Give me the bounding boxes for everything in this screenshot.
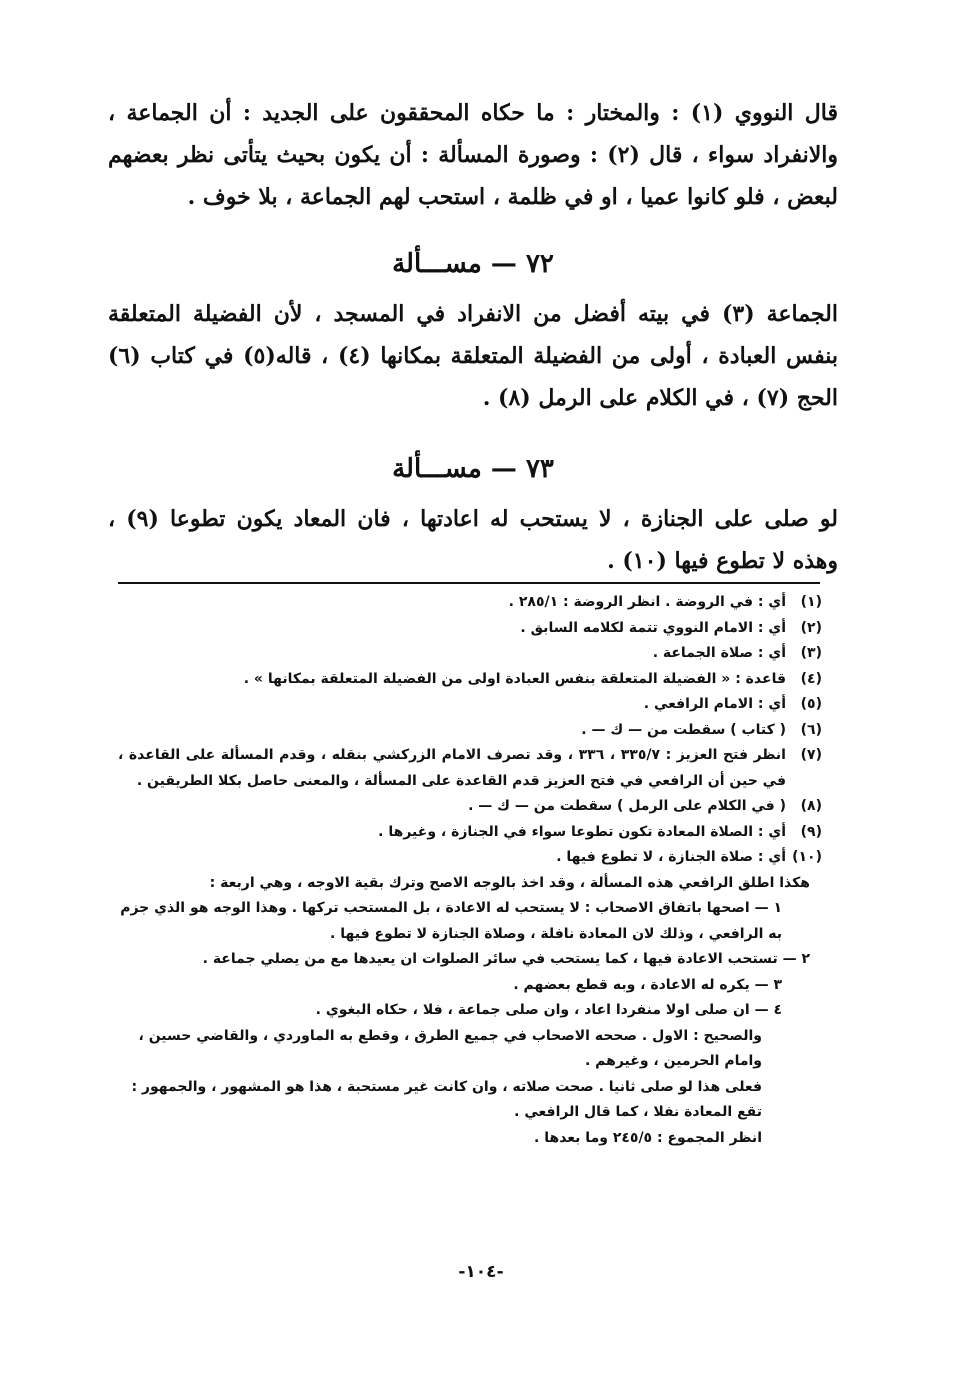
footnote-list-item: ٢ — تستحب الاعادة فيها ، كما يستحب في سائر الصلوات ان يعيدها مع من يصلي جماعة . [202,951,810,967]
paragraph-text: قال النووي (١) : والمختار : ما حكاه المحققون على الجديد : أن الجماعة ، والانفراد سواء ، قال (٢) : وصورة المسألة : أن يكون بحيث يتأتى نظر بعضهم لبعض ، فلو كانوا عميا ، او في ظلمة ، استحب لهم الجماعة ، بلا خوف . [108,100,838,210]
footnote-continuation: هكذا اطلق الرافعي هذه المسألة ، وقد اخذ بالوجه الاصح وترك بقية الاوجه ، وهي اربعة : [209,874,810,891]
footnote-number: (١) [800,594,822,610]
footnote-text: أي : الصلاة المعادة تكون تطوعا سواء في الجنازة ، وغيرها . [378,823,786,840]
paragraph-3 [108,498,838,582]
paragraph-2 [108,293,838,419]
footnote-list-item: ٣ — يكره له الاعادة ، وبه قطع بعضهم . [513,976,782,993]
footnote-continuation: والصحيح : الاول . صححه الاصحاب في جميع الطرق ، وقطع به الماوردي ، والقاضي حسين ، وامام الحرمين ، وغيرهم . [138,1027,762,1069]
footnote [118,718,822,744]
footnote-text: قاعدة : « الفضيلة المتعلقة بنفس العبادة اولى من الفضيلة المتعلقة بمكانها » . [243,670,786,687]
footnote-list-item: ٤ — ان صلى اولا منفردا اعاد ، وان صلى جماعة ، فلا ، حكاه البغوي . [315,1002,782,1018]
footnote [118,743,822,794]
footnote-text: انظر فتح العزيز : ٣٣٥/٧ ، ٣٣٦ ، وقد تصرف الامام الزركشي بنقله ، وقدم المسألة على القاعدة ، في حين أن الرافعي في فتح العزيز قدم القاعدة على المسألة ، والمعنى حاصل بكلا الطريقين . [118,747,786,789]
footnote-number: (٧) [800,747,822,763]
paragraph-text: الجماعة (٣) في بيته أفضل من الانفراد في المسجد ، لأن الفضيلة المتعلقة بنفس العبادة ، أولى من الفضيلة المتعلقة بمكانها (٤) ، قاله(٥) في كتاب (٦) الحج (٧) ، في الكلام على الرمل (٨) . [108,301,838,411]
footnote-number: (٦) [800,721,822,738]
footnote [118,692,822,718]
footnote [118,616,822,642]
footnote-number: (١٠) [792,849,822,865]
section-heading-72: ٧٢ — مســـألة [392,249,554,279]
footnote-continuation: فعلى هذا لو صلى ثانيا . صحت صلاته ، وان كانت غير مستحبة ، هذا هو المشهور ، والجمهور : تقع المعادة نفلا ، كما قال الرافعي . [131,1078,762,1120]
footnote-text: أي : الامام الرافعي . [643,696,786,712]
footnote [118,794,822,820]
footnote-divider [118,582,820,584]
footnotes [118,590,822,1151]
footnote [118,845,822,871]
page-number: -١٠٤- [458,1262,504,1282]
footnote-text: أي : في الروضة . انظر الروضة : ٢٨٥/١ . [508,594,786,610]
footnote [118,590,822,616]
footnote-number: (٨) [800,798,822,814]
footnote-text: أي : صلاة الجنازة ، لا تطوع فيها . [556,849,786,865]
footnote [118,667,822,693]
footnote-text: ( في الكلام على الرمل ) سقطت من — ك — . [468,798,786,814]
section-heading-73: ٧٣ — مســـألة [392,454,554,484]
footnote-number: (٢) [800,619,822,636]
footnote-number: (٥) [800,696,822,712]
paragraph-text: لو صلى على الجنازة ، لا يستحب له اعادتها ، فان المعاد يكون تطوعا (٩) ، وهذه لا تطوع فيها (١٠) . [108,506,839,574]
footnote-number: (٣) [800,645,822,661]
footnote-text: ( كتاب ) سقطت من — ك — . [581,721,786,738]
footnote-text: أي : صلاة الجماعة . [652,645,786,661]
footnote [118,641,822,667]
footnote-number: (٩) [800,823,822,840]
footnote [118,820,822,846]
footnote-number: (٤) [800,670,822,687]
footnote-text: أي : الامام النووي تتمة لكلامه السابق . [520,619,786,636]
paragraph-1 [108,92,838,218]
footnote-continuation: انظر المجموع : ٢٤٥/٥ وما بعدها . [534,1129,762,1146]
footnote-list-item: ١ — اصحها باتفاق الاصحاب : لا يستحب له الاعادة ، بل المستحب تركها . وهذا الوجه هو الذي جزم به الرافعي ، وذلك لان المعادة نافلة ، وصلاة الجنازة لا تطوع فيها . [120,900,782,942]
